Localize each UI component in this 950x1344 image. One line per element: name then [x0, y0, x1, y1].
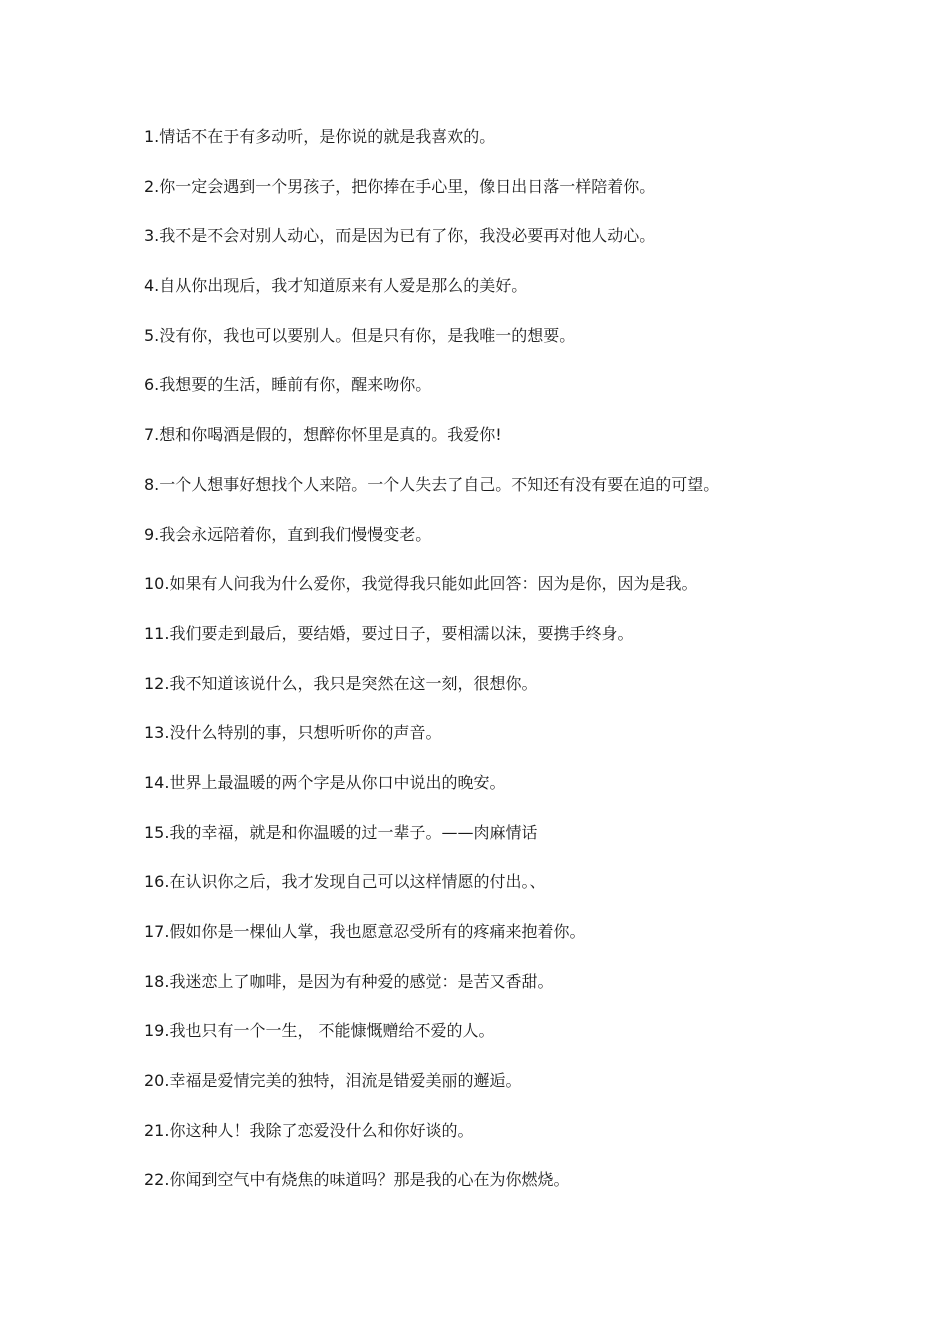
quote-line-17: 17.假如你是一棵仙人掌，我也愿意忍受所有的疼痛来抱着你。: [144, 922, 586, 941]
quote-line-13: 13.没什么特别的事，只想听听你的声音。: [144, 723, 442, 743]
quote-line-6: 6.我想要的生活，睡前有你，醒来吻你。: [144, 375, 432, 395]
quote-line-4: 4.自从你出现后，我才知道原来有人爱是那么的美好。: [144, 276, 528, 296]
quote-line-12: 12.我不知道该说什么，我只是突然在这一刻，很想你。: [144, 673, 538, 693]
quote-line-5: 5.没有你，我也可以要别人。但是只有你，是我唯一的想要。: [144, 325, 576, 345]
quote-line-20: 20.幸福是爱情完美的独特，泪流是错爱美丽的邂逅。: [144, 1071, 522, 1091]
quote-line-2: 2.你一定会遇到一个男孩子，把你捧在手心里，像日出日落一样陪着你。: [144, 176, 656, 196]
quote-line-9: 9.我会永远陪着你，直到我们慢慢变老。: [144, 524, 432, 544]
quote-line-22: 22.你闻到空气中有烧焦的味道吗？那是我的心在为你燃烧。: [144, 1170, 570, 1190]
quote-line-7: 7.想和你喝酒是假的，想醉你怀里是真的。我爱你!: [144, 425, 502, 445]
quote-line-8: 8.一个人想事好想找个人来陪。一个人失去了自己。不知还有没有要在追的可望。: [144, 474, 720, 494]
quote-line-3: 3.我不是不会对别人动心，而是因为已有了你，我没必要再对他人动心。: [144, 226, 656, 246]
quote-line-10: 10.如果有人问我为什么爱你，我觉得我只能如此回答：因为是你，因为是我。: [144, 574, 698, 594]
quote-line-11: 11.我们要走到最后，要结婚，要过日子，要相濡以沫，要携手终身。: [144, 623, 634, 643]
quote-line-16: 16.在认识你之后，我才发现自己可以这样情愿的付出。、: [144, 872, 546, 892]
quote-list: [144, 125, 904, 1218]
quote-line-21: 21.你这种人！我除了恋爱没什么和你好谈的。: [144, 1120, 474, 1140]
quote-line-14: 14.世界上最温暖的两个字是从你口中说出的晚安。: [144, 772, 506, 792]
quote-line-15: 15.我的幸福，就是和你温暖的过一辈子。——肉麻情话: [144, 822, 538, 842]
quote-line-1: 1.情话不在于有多动听，是你说的就是我喜欢的。: [144, 127, 496, 146]
quote-line-18: 18.我迷恋上了咖啡，是因为有种爱的感觉：是苦又香甜。: [144, 971, 554, 991]
quote-line-19: 19.我也只有一个一生， 不能慷慨赠给不爱的人。: [144, 1021, 495, 1041]
